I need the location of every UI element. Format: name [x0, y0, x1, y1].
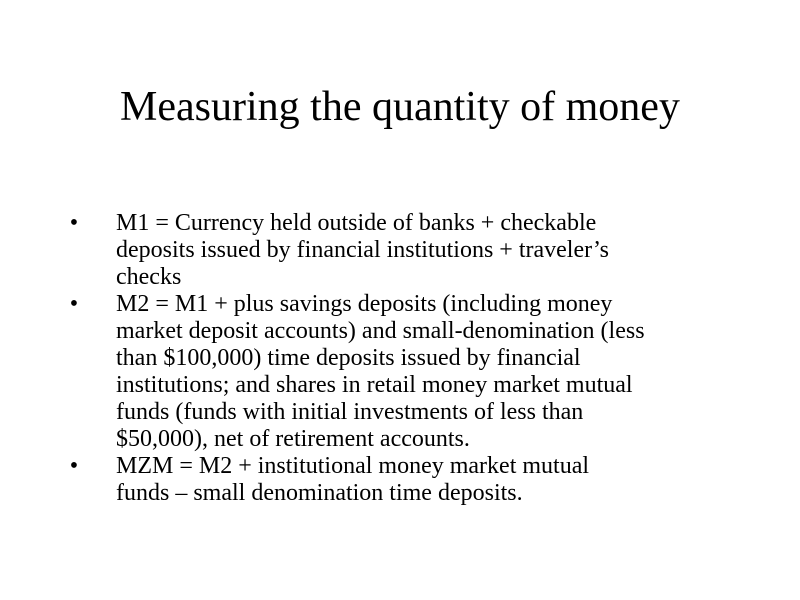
bullet-list — [0, 210, 800, 507]
bullet-text-m2 — [116, 291, 756, 453]
bullet-line: institutions; and shares in retail money market mutual — [116, 372, 633, 398]
bullet-line: than $100,000) time deposits issued by financial — [116, 345, 581, 371]
bullet-line: MZM = M2 + institutional money market mutual — [116, 453, 590, 479]
bullet-item-m2 — [0, 291, 800, 453]
bullet-line: M1 = Currency held outside of banks + checkable — [116, 210, 597, 236]
bullet-text-mzm — [116, 453, 756, 507]
bullet-line: checks — [116, 264, 182, 290]
bullet-line: M2 = M1 + plus savings deposits (including money — [116, 291, 613, 317]
bullet-line: market deposit accounts) and small-denomination (less — [116, 318, 645, 344]
bullet-item-mzm — [0, 453, 800, 507]
slide-title: Measuring the quantity of money — [120, 84, 680, 130]
bullet-line: funds – small denomination time deposits. — [116, 480, 523, 506]
bullet-text-m1 — [116, 210, 756, 291]
bullet-line: $50,000), net of retirement accounts. — [116, 426, 470, 452]
bullet-marker: • — [69, 453, 79, 479]
bullet-marker: • — [69, 291, 79, 317]
bullet-line: funds (funds with initial investments of less than — [116, 399, 584, 425]
bullet-line: deposits issued by financial institutions + traveler’s — [116, 237, 610, 263]
bullet-item-m1 — [0, 210, 800, 291]
bullet-marker: • — [69, 210, 79, 236]
